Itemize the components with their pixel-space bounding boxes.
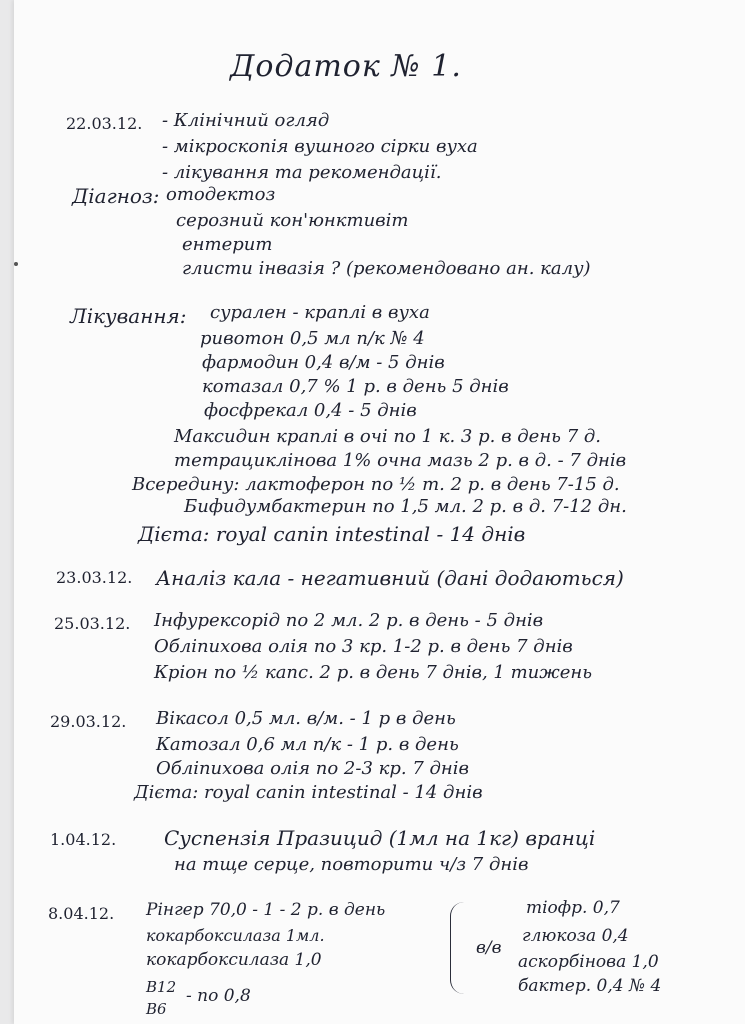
diet-line: Дієта: royal canin intestinal - 14 днів bbox=[138, 522, 526, 546]
entry-line: Інфурексорід по 2 мл. 2 р. в день - 5 днів bbox=[154, 610, 544, 631]
drug-line: аскорбінова 1,0 bbox=[518, 952, 659, 972]
treatment-line: фосфрекал 0,4 - 5 днів bbox=[204, 400, 417, 421]
vitamin-b12: В12 bbox=[146, 978, 177, 996]
drug-line: Рінгер 70,0 - 1 - 2 р. в день bbox=[146, 900, 386, 920]
drug-line: кокарбоксилаза 1мл. bbox=[146, 926, 325, 945]
page-title: Додаток № 1. bbox=[230, 49, 462, 84]
entry-text: Аналіз кала - негативний (дані додаються) bbox=[156, 566, 624, 590]
treatment-line: фармодин 0,4 в/м - 5 днів bbox=[202, 352, 445, 373]
drug-line: глюкоза 0,4 bbox=[522, 926, 629, 946]
entry-line: Кріон по ½ капс. 2 р. в день 7 днів, 1 тижень bbox=[154, 662, 593, 683]
entry-date: 8.04.12. bbox=[48, 904, 115, 923]
diagnosis-label: Діагноз: bbox=[72, 184, 160, 208]
entry-line: Катозал 0,6 мл п/к - 1 р. в день bbox=[156, 734, 459, 755]
entry-date: 29.03.12. bbox=[50, 712, 127, 731]
b-dose: - по 0,8 bbox=[186, 986, 251, 1006]
route-label: в/в bbox=[476, 938, 502, 958]
diagnosis-line: ентерит bbox=[182, 234, 273, 255]
grouping-brace bbox=[450, 902, 471, 994]
treatment-line: котазал 0,7 % 1 р. в день 5 днів bbox=[202, 376, 509, 397]
entry-line: Обліпихова олія по 2-3 кр. 7 днів bbox=[156, 758, 470, 779]
treatment-line: ривотон 0,5 мл п/к № 4 bbox=[200, 328, 425, 349]
diagnosis-line: отодектоз bbox=[166, 184, 276, 205]
drug-line: бактер. 0,4 № 4 bbox=[518, 976, 662, 996]
entry-line: на тще серце, повторити ч/з 7 днів bbox=[174, 854, 529, 875]
treatment-line: Максидин краплі в очі по 1 к. 3 р. в день 7 д. bbox=[174, 426, 602, 447]
drug-line: тіофр. 0,7 bbox=[526, 898, 620, 918]
handwritten-page bbox=[14, 0, 745, 1024]
diagnosis-line: серозний кон'юнктивіт bbox=[176, 210, 409, 231]
treatment-line: Всередину: лактоферон по ½ т. 2 р. в день 7-15 д. bbox=[132, 474, 620, 495]
treatment-line: Бифидумбактерин по 1,5 мл. 2 р. в д. 7-12 дн. bbox=[184, 496, 627, 517]
diagnosis-line: глисти інвазія ? (рекомендовано ан. калу) bbox=[182, 258, 591, 279]
entry-date: 22.03.12. bbox=[66, 114, 143, 133]
paper-speck bbox=[14, 262, 18, 266]
entry-date: 1.04.12. bbox=[50, 830, 117, 849]
treatment-label: Лікування: bbox=[70, 304, 187, 328]
exam-item: - лікування та рекомендації. bbox=[162, 162, 442, 183]
exam-item: - Клінічний огляд bbox=[162, 110, 330, 131]
entry-line: Вікасол 0,5 мл. в/м. - 1 р в день bbox=[156, 708, 456, 729]
entry-date: 25.03.12. bbox=[54, 614, 131, 633]
diet-line: Дієта: royal canin intestinal - 14 днів bbox=[134, 782, 483, 803]
vitamin-b6: В6 bbox=[146, 1000, 167, 1018]
entry-line: Суспензія Празицид (1мл на 1кг) вранці bbox=[164, 826, 596, 850]
entry-line: Обліпихова олія по 3 кр. 1-2 р. в день 7 днів bbox=[154, 636, 573, 657]
treatment-line: сурален - краплі в вуха bbox=[210, 302, 430, 323]
exam-item: - мікроскопія вушного сірки вуха bbox=[162, 136, 478, 157]
drug-line: кокарбоксилаза 1,0 bbox=[146, 950, 322, 970]
treatment-line: тетрациклінова 1% очна мазь 2 р. в д. - 7 днів bbox=[174, 450, 627, 471]
entry-date: 23.03.12. bbox=[56, 568, 133, 587]
